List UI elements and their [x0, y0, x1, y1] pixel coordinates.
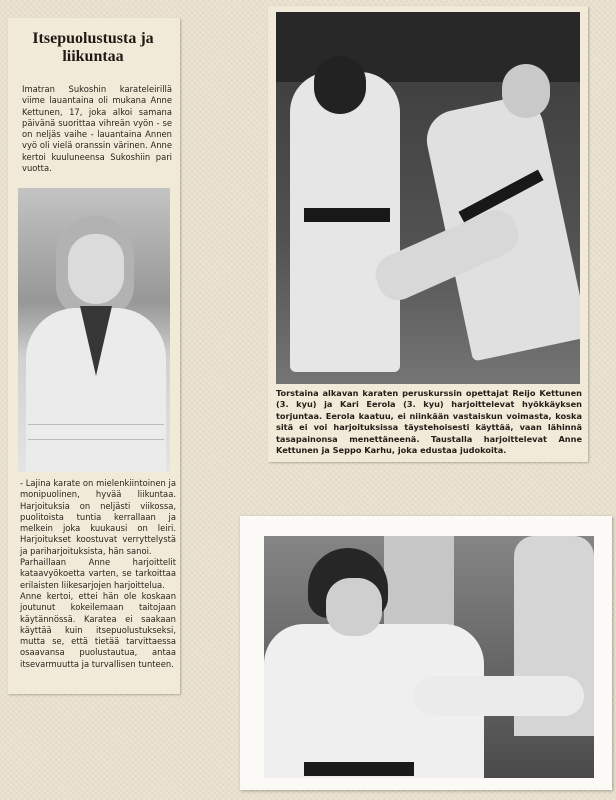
- karate-punch-photo: [264, 536, 594, 778]
- photo-caption: Torstaina alkavan karaten peruskurssin opettajat Reijo Kettunen (3. kyu) ja Kari Eerola (3. kyu) harjoittelevat hyökkäyksen torjuntaa. Eerola kaatuu, ei niinkään vastaiskun voimasta, koska sitä ei voi harjoituksissa täystehoisesti käyttää, vaan lähinnä tasapainonsa menettäneenä. Taustalla harjoittelevat Anne Kettunen ja Seppo Karhu, joka edustaa judokoita.: [276, 388, 582, 456]
- portrait-photo: [18, 188, 170, 472]
- article-intro: Imatran Sukoshin karateleirillä viime lauantaina oli mukana Anne Kettunen, 17, joka alkoi samana päivänä suorittaa vihreän vyön - se on neljäs vaihe - lauantaina Annen vyö oli vielä oranssin värinen. Anne kertoi kuuluneensa Sukoshiin pari vuotta.: [22, 84, 172, 174]
- article-headline: Itsepuolustusta ja liikuntaa: [32, 30, 154, 65]
- article-body: - Lajina karate on mielenkiintoinen ja monipuolinen, hyvää liikuntaa. Harjoituksia on neljästi viikossa, puolitoista tuntia kerrallaan ja melkein joka kuukausi on leiri. Harjoitukset koostuvat verryttelystä ja pariharjoituksista, hän sanoi. Parhaillaan Anne harjoittelit kataavyökoetta varten, se tarkoittaa erilaisten liikesarjojen harjoittelua. Anne kertoi, ettei hän ole koskaan joutunut kokeilemaan taitojaan käytännössä. Karatea ei saakaan käyttää kuin itsepuolustukseksi, mutta se, että tietää tarvittaessa osaavansa puolustautua, antaa itsevarmuutta ja turvallisen tunteen.: [20, 478, 176, 669]
- sparring-photo: [276, 12, 580, 384]
